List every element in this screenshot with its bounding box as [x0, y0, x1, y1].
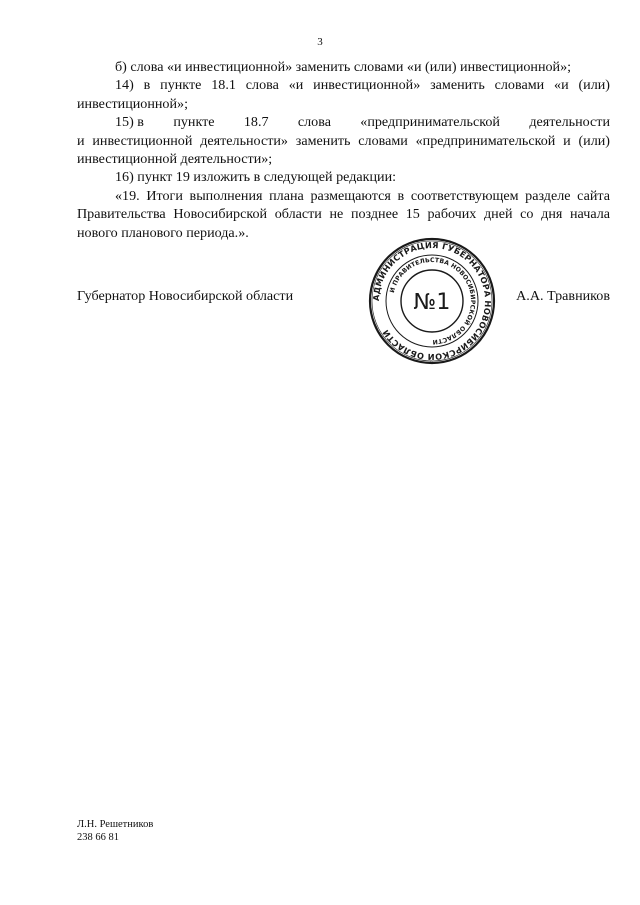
seal-number: №1 [413, 290, 451, 315]
seal-inner-text: И ПРАВИТЕЛЬСТВА НОВОСИБИРСКОЙ ОБЛАСТИ [388, 256, 477, 346]
item-15-word: деятельности [529, 114, 610, 131]
paragraph-item-15-first-line [77, 113, 610, 131]
item-15-word: слова [297, 114, 331, 131]
paragraph-item-14: 14) в пункте 18.1 слова «и инвестиционной» заменить словами «и (или) инвестиционной»; [77, 77, 610, 112]
paragraph-item-19: «19. Итоги выполнения плана размещаются в соответствующем разделе сайта Правительства Новосибирской области не позднее 15 рабочих дней со дня начала нового планового периода.». [77, 187, 610, 241]
page-number: 3 [317, 36, 323, 48]
signatory-title: Губернатор Новосибирской области [77, 288, 294, 304]
footer-contact [77, 818, 153, 844]
paragraph-item-b: б) слова «и инвестиционной» заменить словами «и (или) инвестиционной»; [115, 59, 572, 75]
footer-phone: 238 66 81 [77, 832, 119, 843]
paragraph-item-16: 16) пункт 19 изложить в следующей редакции: [115, 169, 397, 186]
item-15-word: пункте [173, 114, 215, 131]
signatory-name: А.А. Травников [516, 288, 610, 304]
document-body [77, 58, 610, 242]
item-15-word: 15) в [115, 114, 144, 131]
item-15-word: «предпринимательской [360, 114, 500, 131]
item-15-word: 18.7 [243, 114, 269, 131]
footer-author: Л.Н. Решетников [77, 819, 154, 830]
seal-outer-text: АДМИНИСТРАЦИЯ ГУБЕРНАТОРА НОВОСИБИРСКОЙ ОБЛАСТИ [370, 239, 494, 363]
official-seal [368, 237, 496, 365]
paragraph-item-15-rest: и инвестиционной деятельности» заменить словами «предпринимательской и (или) инвестиционной деятельности»; [77, 132, 610, 168]
